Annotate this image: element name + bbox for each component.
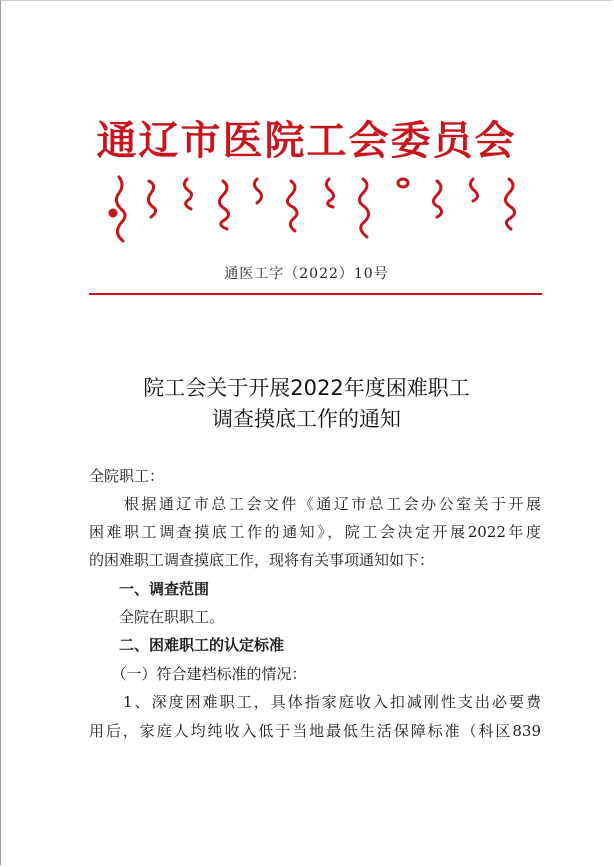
notice-title-line-2: 调查摸底工作的通知: [212, 407, 401, 431]
document-number: 通医工字（2022）10号: [224, 266, 389, 282]
subsection-heading: （一）符合建档标准的情况：: [89, 665, 307, 683]
paragraph-line: 困难职工调查摸底工作的通知》，院工会决定开展2022年度: [89, 523, 541, 541]
section-heading: 一、调查范围: [89, 580, 210, 598]
mongolian-script-logo: [101, 173, 531, 245]
paragraph-line: 用后，家庭人均纯收入低于当地最低生活保障标准（科区839: [89, 722, 541, 740]
section-heading: 二、困难职工的认定标准: [89, 636, 285, 654]
salutation: 全院职工：: [89, 467, 165, 485]
organization-name: 通辽市医院工会委员会: [96, 117, 517, 164]
notice-title-line-1: 院工会关于开展2022年度困难职工: [143, 376, 470, 400]
header-divider: [89, 293, 542, 295]
paragraph-line: 1、深度困难职工，具体指家庭收入扣减刚性支出必要费: [89, 693, 541, 711]
paragraph-line: 的困难职工调查摸底工作，现将有关事项通知如下：: [89, 551, 435, 569]
section-text: 全院在职职工。: [89, 608, 225, 626]
paragraph-line: 根据通辽市总工会文件《通辽市总工会办公室关于开展: [89, 495, 541, 513]
